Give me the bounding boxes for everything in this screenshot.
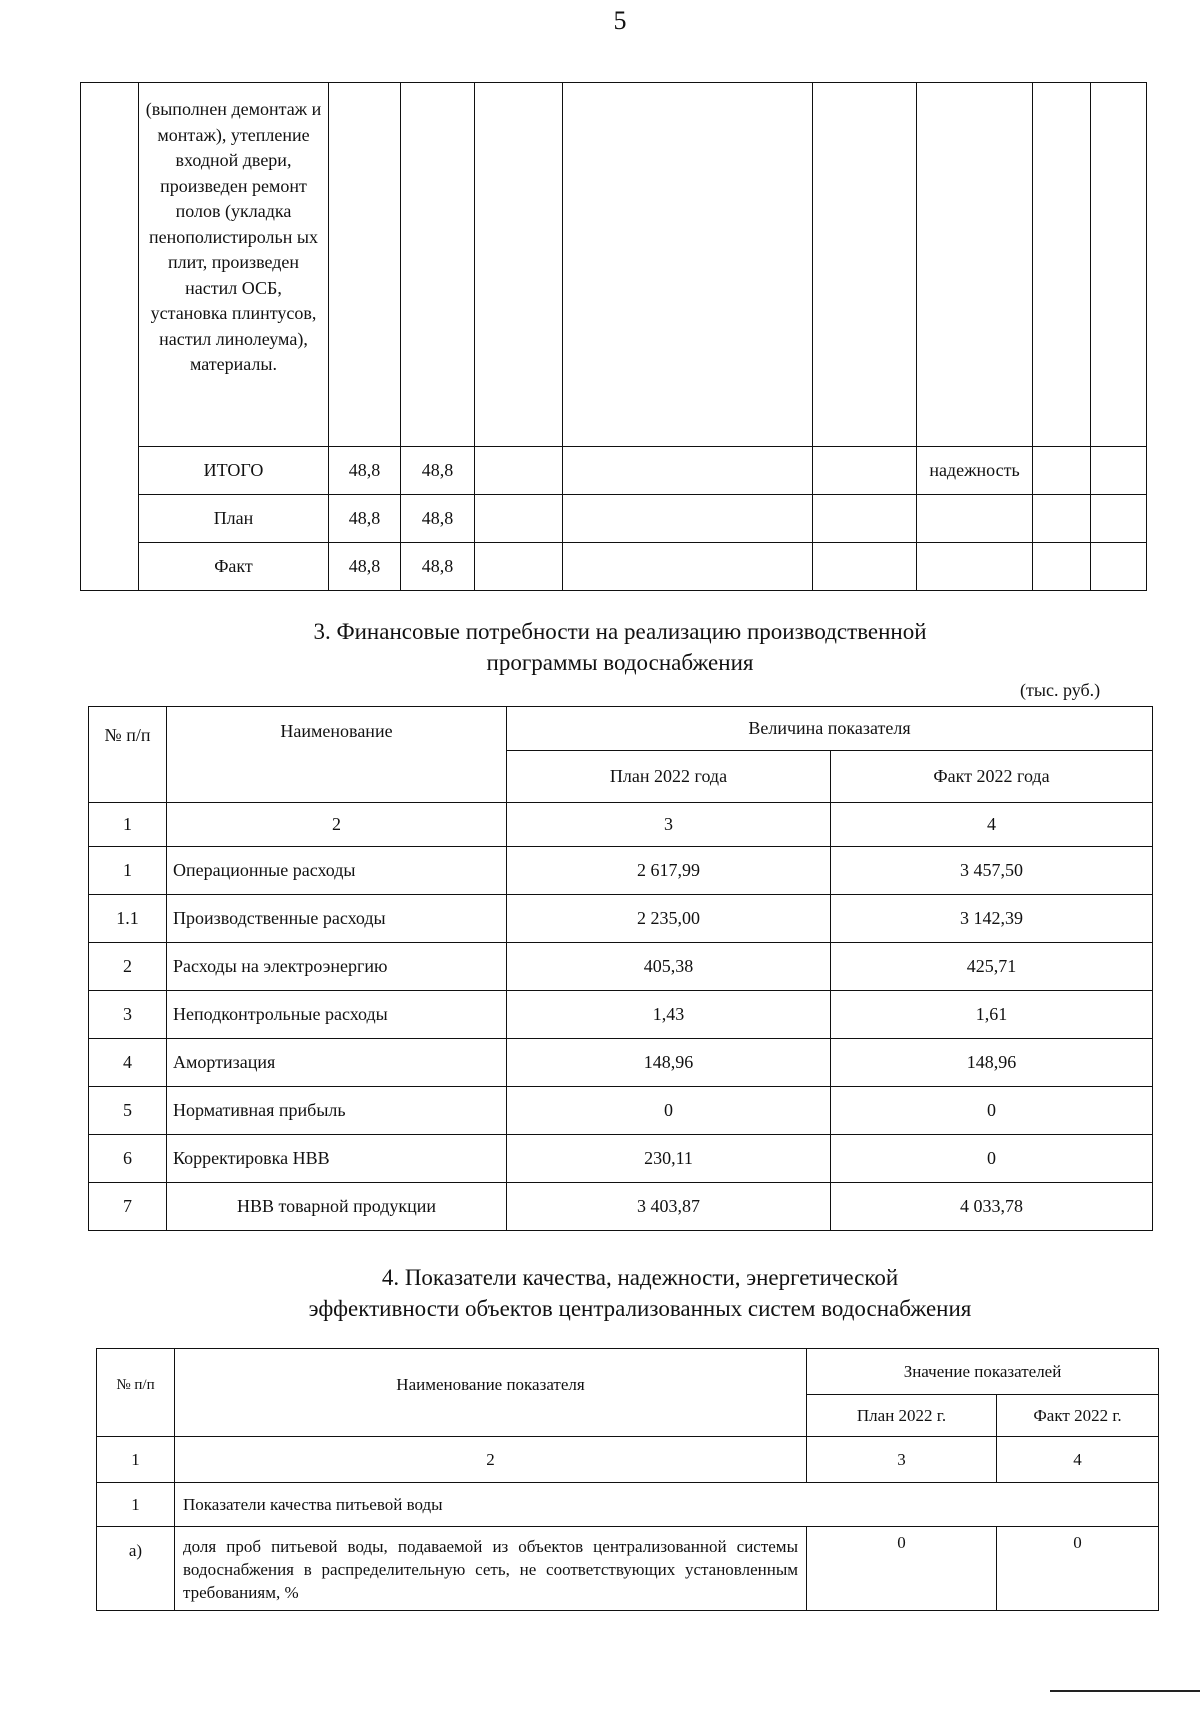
row-value: 48,8 — [329, 495, 401, 543]
work-description: (выполнен демонтаж и монтаж), утепление входной двери, произведен ремонт полов (укладка пенополистирольн ых плит, произведен настил ОСБ, установка плинтусов, настил линолеума), материалы. — [139, 83, 329, 447]
table-row: 7 НВВ товарной продукции 3 403,87 4 033,78 — [89, 1183, 1153, 1231]
quality-table — [96, 1348, 1159, 1611]
table-row: 1 Операционные расходы 2 617,99 3 457,50 — [89, 847, 1153, 895]
footer-rule — [1050, 1690, 1200, 1692]
table-row — [81, 495, 1147, 543]
row-value: 48,8 — [329, 447, 401, 495]
row-label: ИТОГО — [139, 447, 329, 495]
table-row: а) доля проб питьевой воды, подаваемой из объектов централизованной системы водоснабжения в распределительную сеть, не соответствующих установленным требованиям, % 0 0 — [97, 1527, 1159, 1611]
table-row: 5 Нормативная прибыль 0 0 — [89, 1087, 1153, 1135]
column-numbers-row: 1 2 3 4 — [89, 803, 1153, 847]
finance-table — [88, 706, 1153, 1231]
empty-num-cell — [81, 83, 139, 591]
table-row — [81, 543, 1147, 591]
header-value: Значение показателей — [807, 1349, 1159, 1395]
header-num: № п/п — [97, 1349, 175, 1437]
row-label: План — [139, 495, 329, 543]
row-value: 48,8 — [401, 543, 475, 591]
table-row: 3 Неподконтрольные расходы 1,43 1,61 — [89, 991, 1153, 1039]
header-plan: План 2022 года — [507, 751, 831, 803]
row-value: 48,8 — [401, 447, 475, 495]
header-value: Величина показателя — [507, 707, 1153, 751]
table-row: 4 Амортизация 148,96 148,96 — [89, 1039, 1153, 1087]
row-label: Факт — [139, 543, 329, 591]
row-value: 48,8 — [329, 543, 401, 591]
section3-title: 3. Финансовые потребности на реализацию производственной программы водоснабжения — [313, 619, 927, 675]
header-name: Наименование — [167, 707, 507, 803]
header-fact: Факт 2022 года — [831, 751, 1153, 803]
column-numbers-row: 1 2 3 4 — [97, 1437, 1159, 1483]
table-row: 1.1 Производственные расходы 2 235,00 3 142,39 — [89, 895, 1153, 943]
works-table — [80, 82, 1147, 591]
group-row: 1 Показатели качества питьевой воды — [97, 1483, 1159, 1527]
table-row: 2 Расходы на электроэнергию 405,38 425,71 — [89, 943, 1153, 991]
header-fact: Факт 2022 г. — [997, 1395, 1159, 1437]
header-plan: План 2022 г. — [807, 1395, 997, 1437]
header-num: № п/п — [89, 707, 167, 803]
table-row — [81, 447, 1147, 495]
row-note: надежность — [917, 447, 1033, 495]
page-number: 5 — [613, 6, 627, 35]
row-value: 48,8 — [401, 495, 475, 543]
header-name: Наименование показателя — [175, 1349, 807, 1437]
table-row: 6 Корректировка НВВ 230,11 0 — [89, 1135, 1153, 1183]
section4-title: 4. Показатели качества, надежности, энергетической эффективности объектов централизованных систем водоснабжения — [308, 1265, 972, 1321]
units-label: (тыс. руб.) — [1020, 680, 1101, 700]
